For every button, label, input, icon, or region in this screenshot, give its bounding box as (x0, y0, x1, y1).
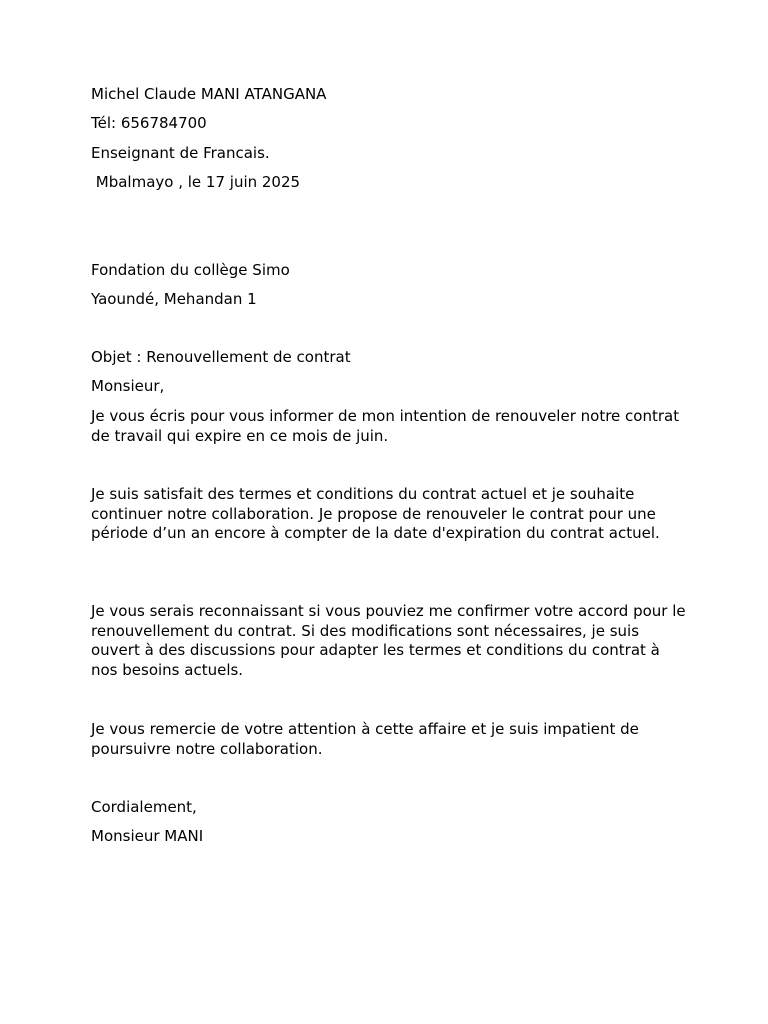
place-and-date: Mbalmayo , le 17 juin 2025 (91, 173, 301, 191)
body-paragraph-3: Je vous serais reconnaissant si vous pouviez me confirmer votre accord pour le renouvellement du contrat. Si des modifications sont nécessaires, je suis ouvert à des discussions pour adapter les termes et conditions du contrat à nos besoins actuels. (91, 602, 686, 679)
sender-phone: Tél: 656784700 (91, 114, 207, 132)
letter-subject: Objet : Renouvellement de contrat (91, 348, 351, 366)
letter-signature: Monsieur MANI (91, 827, 204, 845)
body-paragraph-2: Je suis satisfait des termes et conditions du contrat actuel et je souhaite continuer notre collaboration. Je propose de renouveler le contrat pour une période d’un an encore à compter de la date d'expiration du contrat actuel. (91, 485, 660, 542)
body-paragraph-1: Je vous écris pour vous informer de mon intention de renouveler notre contrat de travail qui expire en ce mois de juin. (91, 407, 680, 445)
sender-name: Michel Claude MANI ATANGANA (91, 85, 327, 103)
letter-closing: Cordialement, (91, 798, 197, 816)
body-paragraph-4: Je vous remercie de votre attention à cette affaire et je suis impatient de poursuivre notre collaboration. (91, 720, 639, 758)
recipient-address: Yaoundé, Mehandan 1 (91, 290, 257, 308)
sender-role: Enseignant de Francais. (91, 144, 270, 162)
letter-salutation: Monsieur, (91, 377, 165, 395)
recipient-organization: Fondation du collège Simo (91, 261, 290, 279)
